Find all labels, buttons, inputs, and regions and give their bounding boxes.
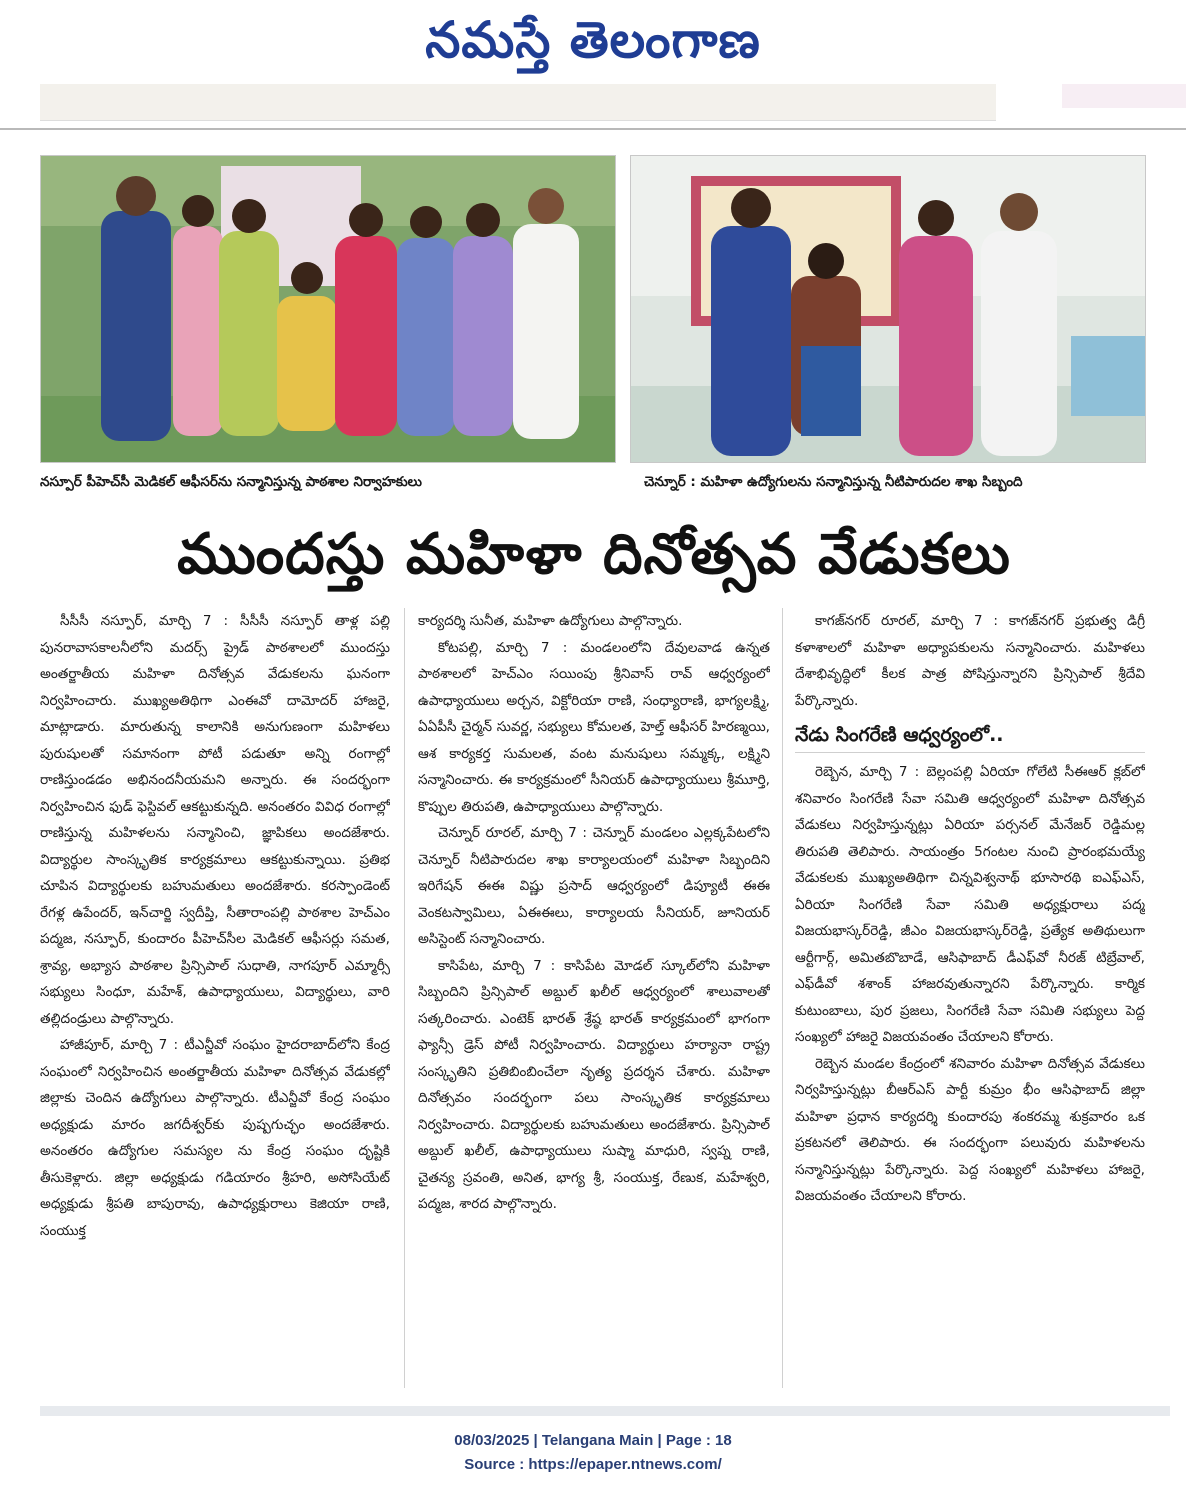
column-divider (782, 608, 783, 1388)
advert-strip-right (1062, 84, 1186, 108)
article-column-1 (40, 608, 390, 1388)
paragraph: రెబ్బెన మండల కేంద్రంలో శనివారం మహిళా దినోత్సవ వేడుకలు నిర్వహిస్తున్నట్లు బీఆర్‌ఎస్ పార్టీ కుమ్రం భీం ఆసిఫాబాద్ జిల్లా మహిళా ప్రధాన కార్యదర్శి కుందారపు శంకరమ్మ శుక్రవారం ఒక ప్రకటనలో తెలిపారు. ఈ సందర్భంగా పలువురు మహిళలను సన్మానిస్తున్నట్లు పేర్కొన్నారు. పెద్ద సంఖ్యలో మహిళలు హాజరై, విజయవంతం చేయాలని కోరారు. (795, 1055, 1145, 1204)
paragraph: చెన్నూర్ రూరల్, మార్చి 7 : చెన్నూర్ మండలం ఎల్లక్కపేటలోని చెన్నూర్ నీటిపారుదల శాఖ కార్యాలయంలో మహిళా సిబ్బందిని ఇరిగేషన్ ఈఈ విష్ణు ప్రసాద్ ఆధ్వర్యంలో డిప్యూటీ ఈఈ వెంకటస్వామిలు, ఏఈఈలు, కార్యాలయ సీనియర్, జూనియర్ అసిస్టెంట్ సన్మానించారు. (418, 825, 770, 947)
newspaper-logo: నమస్తే తెలంగాణ (425, 11, 761, 69)
masthead-divider (0, 128, 1186, 130)
bottom-strip (40, 1406, 1170, 1416)
paragraph: కోటపల్లి, మార్చి 7 : మండలంలోని దేవులవాడ ఉన్నత పాఠశాలలో హెచ్‌ఎం సయింపు శ్రీనివాస్ రావ్ ఆధ్వర్యంలో ఉపాధ్యాయులు అర్చన, విక్టోరియా రాణి, సంధ్యారాణి, భాగ్యలక్ష్మి, ఏఏపీసీ చైర్మన్ సువర్ణ, సభ్యులు కోమలత, హెల్త్ ఆఫీసర్ హిరణ్మయి, ఆశ కార్యకర్త సుమలత, వంట మనుషులు సమ్మక్క, లక్ష్మిని సన్మానించారు. ఈ కార్యక్రమంలో సీనియర్ ఉపాధ్యాయులు శ్రీమూర్తి, కొప్పుల తిరుపతి, ఉపాధ్యాయులు పాల్గొన్నారు. (418, 639, 770, 815)
paragraph: హాజీపూర్, మార్చి 7 : టీఎన్జీవో సంఘం హైదరాబాద్‌లోని కేంద్ర సంఘంలో నిర్వహించిన అంతర్జాతీయ మహిళా దినోత్సవ వేడుకల్లో జిల్లాకు చెందిన ఉద్యోగులు పాల్గొన్నారు. టీఎన్జీవో కేంద్ర సంఘం అధ్యక్షుడు మారం జగదీశ్వర్‌కు పుష్పగుచ్ఛం అందజేశారు. అనంతరం ఉద్యోగుల సమస్యల ను కేంద్ర సంఘం దృష్టికి తీసుకెళ్లారు. జిల్లా అధ్యక్షుడు గడియారం శ్రీహరి, అసోసియేట్ అధ్యక్షుడు శ్రీపతి బాపురావు, ఉపాధ్యక్షురాలు కెజియా రాణి, సంయుక్త (40, 1037, 390, 1239)
article-column-2 (418, 608, 770, 1388)
column-divider (404, 608, 405, 1388)
footer-source-line: Source : https://epaper.ntnews.com/ (464, 1456, 722, 1473)
paragraph: రెబ్బెన, మార్చి 7 : బెల్లంపల్లి ఏరియా గోలేటి సీఈఆర్ క్లబ్‌లో శనివారం సింగరేణి సేవా సమితి ఆధ్వర్యంలో మహిళా దినోత్సవ వేడుకలు నిర్వహిస్తున్నట్లు ఏరియా పర్సనల్ మేనేజర్ రెడ్డిమల్ల తిరుపతి తెలిపారు. సాయంత్రం 5గంటల నుంచి ప్రారంభమయ్యే వేడుకలకు ముఖ్యఅతిథిగా చిన్నవిశ్వనాథ్ భూసారథి ఐఎఫ్‌ఎస్, ఏరియా సింగరేణి సేవా సమితి అధ్యక్షురాలు పద్మ విజయభాస్కర్‌రెడ్డి, జీఎం విజయభాస్కర్‌రెడ్డి, ప్రత్యేక అతిథులుగా ఆర్టీగార్గ్, అమితబొబాడే, ఆసిఫాబాద్ డీఎఫ్‌వో నీరజ్ టిబ్రేవాల్, ఎఫ్‌డీవో శశాంక్ హాజరవుతున్నారని పేర్కొన్నారు. కార్మిక కుటుంబాలు, పుర ప్రజలు, సింగరేణి సేవా సమితి సభ్యులు పెద్ద సంఖ్యలో హాజరై విజయవంతం చేయాలని కోరారు. (795, 764, 1145, 1045)
subheading: నేడు సింగరేణి ఆధ్వర్యంలో.. (795, 720, 1145, 753)
headline: ముందస్తు మహిళా దినోత్సవ వేడుకలు (177, 522, 1011, 587)
paragraph: కాగజ్‌నగర్ రూరల్, మార్చి 7 : కాగజ్‌నగర్ ప్రభుత్వ డిగ్రీ కళాశాలలో మహిళా అధ్యాపకులను సన్మానించారు. మహిళలు దేశాభివృద్ధిలో కీలక పాత్ర పోషిస్తున్నారని ప్రిన్సిపాల్ శ్రీదేవి పేర్కొన్నారు. (795, 613, 1145, 709)
footer-date-line: 08/03/2025 | Telangana Main | Page : 18 (454, 1432, 732, 1449)
paragraph: కార్యదర్శి సునీత, మహిళా ఉద్యోగులు పాల్గొన్నారు. (418, 613, 683, 629)
photo-right-caption: చెన్నూర్ : మహిళా ఉద్యోగులను సన్మానిస్తున్న నీటిపారుదల శాఖ సిబ్బంది (644, 474, 1023, 490)
photo-right (630, 155, 1146, 463)
masthead (0, 0, 1186, 80)
photo-left-caption: నస్పూర్ పీహెచ్‌సీ మెడికల్ ఆఫీసర్‌ను సన్మానిస్తున్న పాఠశాల నిర్వాహకులు (40, 474, 422, 490)
paragraph: కాసిపేట, మార్చి 7 : కాసిపేట మోడల్ స్కూల్‌లోని మహిళా సిబ్బందిని ప్రిన్సిపాల్ అబ్దుల్ ఖలీల్ ఆధ్వర్యంలో శాలువాలతో సత్కరించారు. ఎంటెక్ భారత్ శ్రేష్ఠ భారత్ కార్యక్రమంలో భాగంగా ఫ్యాన్సీ డ్రెస్ పోటీ నిర్వహించారు. విద్యార్థులు హర్యానా రాష్ట్ర సంస్కృతిని ప్రతిబింబించేలా నృత్య ప్రదర్శన చేశారు. మహిళా దినోత్సవం సందర్భంగా పలు సాంస్కృతిక కార్యక్రమాలు నిర్వహించారు. విద్యార్థులకు బహుమతులు అందజేశారు. ప్రిన్సిపాల్ అబ్దుల్ ఖలీల్, ఉపాధ్యాయులు సుష్మా మాధురి, స్వప్న రాణి, చైతన్య స్రవంతి, అనిత, భాగ్య శ్రీ, సంయుక్త, రేణుక, మహేశ్వరి, పద్మజ, శారద పాల్గొన్నారు. (418, 957, 770, 1212)
paragraph: సీసీసీ నస్పూర్, మార్చి 7 : సీసీసీ నస్పూర్ తాళ్ల పల్లి పునరావాసకాలనీలోని మదర్స్ ప్రైడ్ పాఠశాలలో ముందస్తు అంతర్జాతీయ మహిళా దినోత్సవ వేడుకలను ఘనంగా నిర్వహించారు. ముఖ్యఅతిథిగా ఎంఈవో దామోదర్ హాజరై, మాట్లాడారు. మారుతున్న కాలానికి అనుగుణంగా మహిళలు పురుషులతో సమానంగా పోటీ పడుతూ అన్ని రంగాల్లో రాణిస్తుండడం అభినందనీయమని అన్నారు. ఈ సందర్భంగా నిర్వహించిన ఫుడ్ ఫెస్టివల్ ఆకట్టుకున్నది. అనంతరం వివిధ రంగాల్లో రాణిస్తున్న మహిళలను సన్మానించి, జ్ఞాపికలు అందజేశారు. విద్యార్థుల సాంస్కృతిక కార్యక్రమాలు ఆకట్టుకున్నాయి. ప్రతిభ చూపిన విద్యార్థులకు బహుమతులు అందజేశారు. కరస్పాండెంట్ రేగళ్ల ఉపేందర్, ఇన్‌చార్జి స్వదీప్తి, సీతారాంపల్లి పాఠశాల హెచ్‌ఎం పద్మజ, నస్పూర్, కుందారం పీహెచ్‌సీల మెడికల్ ఆఫీసర్లు సమత, శ్రావ్య, అభ్యాస పాఠశాల ప్రిన్సిపాల్ సుధాతి, నాగపూర్ ఎమ్మార్సీ సభ్యులు సింధూ, మహేశ్, ఉపాధ్యాయులు, విద్యార్థులు, వారి తల్లిదండ్రులు పాల్గొన్నారు. (40, 613, 390, 1027)
advert-strip (40, 84, 996, 121)
article-column-3 (795, 608, 1145, 1388)
photo-left (40, 155, 616, 463)
